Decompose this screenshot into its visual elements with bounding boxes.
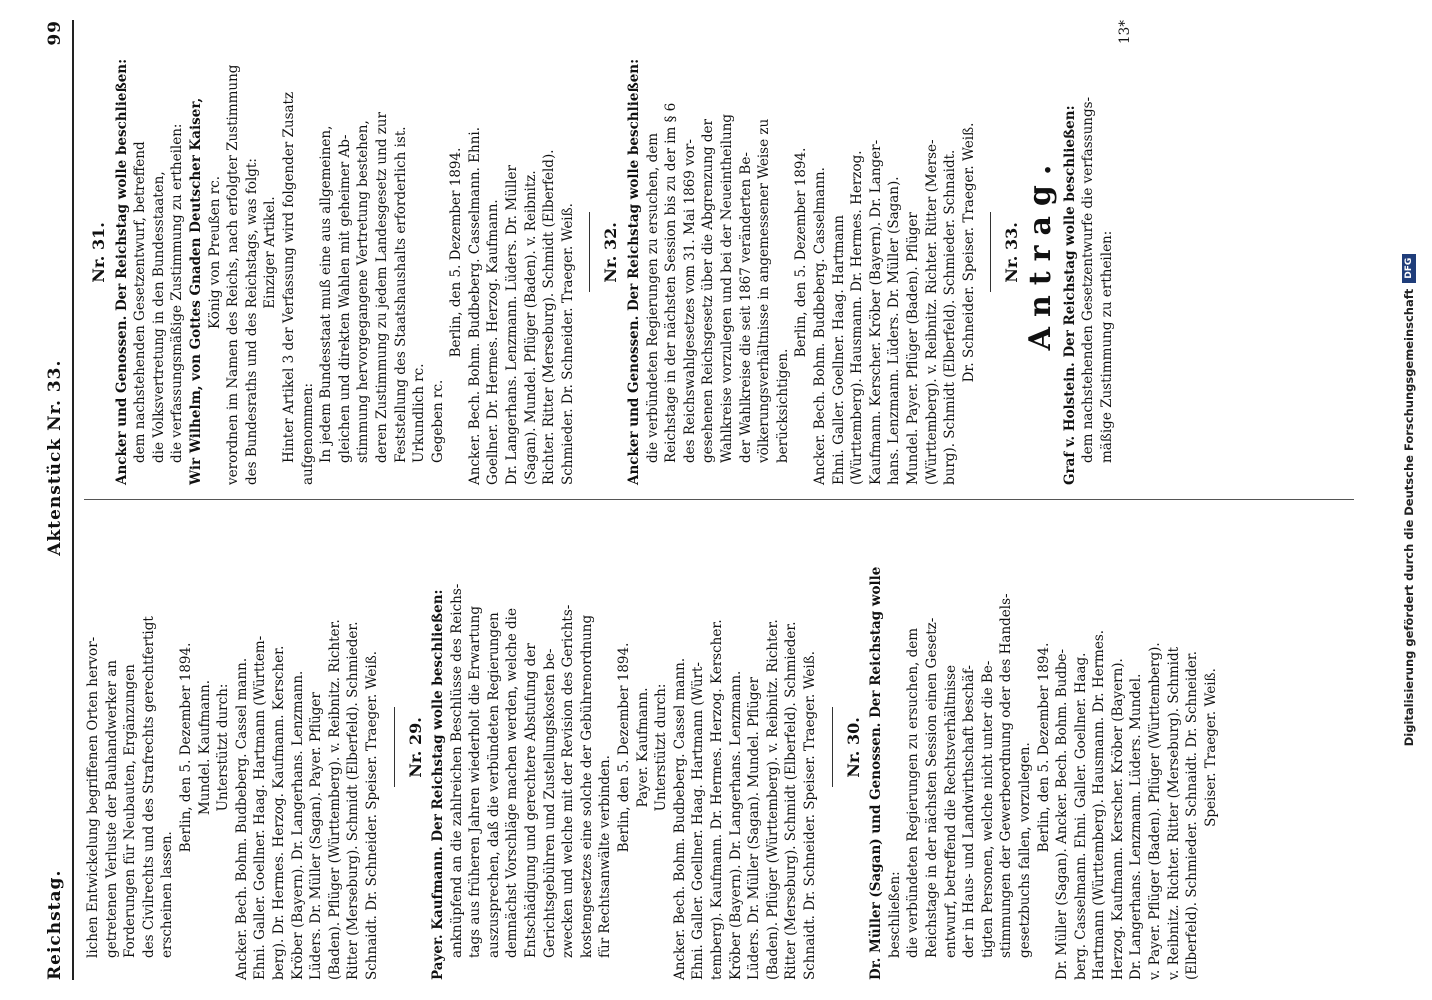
left-text-line: Dr. Müller (Sagan). Ancker. Bech. Bohm. Budbe- xyxy=(1054,648,1071,980)
left-text-line: v. Payer. Pflüger (Baden). Pflüger (Württemberg). xyxy=(1147,642,1164,980)
digitization-footer xyxy=(1395,0,1423,1000)
left-text-line: lichen Entwickelung begriffenen Orten hervor- xyxy=(85,636,101,958)
left-text-line: Entschädigung und gerechtere Abstufung der xyxy=(523,643,540,958)
header-center: Aktenstück Nr. 33. xyxy=(45,359,65,556)
left-text-line: Ritter (Merseburg). Schmidt (Elberfeld). Schmieder. xyxy=(783,621,800,980)
left-text-line: kostengesetzes eine solche der Gebührenordnung xyxy=(578,614,595,958)
right-text-line: die verfassungsmäßige Zustimmung zu ertheilen: xyxy=(169,123,186,463)
right-section-number: Nr. 32. xyxy=(601,222,621,283)
left-text-line: des Civilrechts und des Strafrechts gerechtfertigt xyxy=(140,616,157,958)
footer-text: Digitalisierung gefördert durch die Deutsche Forschungsgemeinschaft xyxy=(1402,288,1416,747)
left-text-line: Dr. Langerhans. Lenzmann. Lüders. Mundel. xyxy=(1128,673,1145,980)
left-text-line: Berlin, den 5. Dezember 1894. xyxy=(616,642,633,853)
right-text-line: Schmieder. Dr. Schneider. Traeger. Weiß. xyxy=(559,203,576,485)
page-header xyxy=(40,20,70,980)
right-text-line: Richter. Ritter (Merseburg). Schmidt (Elberfeld). xyxy=(541,149,558,485)
left-text-line: Schnaidt. Dr. Schneider. Speiser. Traeger. Weiß. xyxy=(363,650,380,980)
left-text-line: stimmungen der Gewerbeordnung oder des Handels- xyxy=(998,593,1015,958)
left-text-line: Ehni. Galler. Goellner. Haag. Hartmann (Württem- xyxy=(252,635,269,980)
right-text-line: des Reichswahlgesetzes vom 31. Mai 1869 vor- xyxy=(681,139,698,463)
left-text-line: tigten Personen, welche nicht unter die Be- xyxy=(979,660,996,958)
right-text-line: des Bundesraths und des Reichstags, was folgt: xyxy=(243,158,260,485)
left-text-line: erscheinen lassen. xyxy=(159,831,176,958)
right-text-line: Hinter Artikel 3 der Verfassung wird folgender Zusatz xyxy=(280,91,297,463)
right-text-line: Ancker und Genossen. Der Reichstag wolle beschließen: xyxy=(626,58,643,485)
left-text-line: die verbündeten Regierungen zu ersuchen, dem xyxy=(905,627,922,958)
right-column xyxy=(84,20,1364,485)
right-text-line: mäßige Zustimmung zu ertheilen: xyxy=(1098,230,1115,463)
dfg-logo: DFG xyxy=(1402,254,1416,283)
left-text-line: temberg). Kaufmann. Dr. Hermes. Herzog. Kerscher. xyxy=(709,619,725,980)
left-text-line: Kröber (Bayern). Dr. Langerhans. Lenzmann. xyxy=(727,670,744,980)
left-text-line: Payer. Kaufmann. Der Reichstag wolle beschließen: xyxy=(430,589,447,980)
right-text-line: Einziger Artikel. xyxy=(262,196,279,309)
left-text-line: gesetzbuchs fallen, vorzulegen. xyxy=(1016,742,1033,958)
left-text-line: Ehni. Galler. Goellner. Haag. Hartmann (Würt- xyxy=(690,662,707,980)
left-text-line: Speiser. Traeger. Weiß. xyxy=(1202,668,1219,827)
right-section-rule xyxy=(589,213,590,293)
right-section-rule xyxy=(990,213,991,293)
left-text-line: zwecken und welche mit der Revision des Gerichts- xyxy=(560,604,577,958)
left-text-line: Kröber (Bayern). Dr. Langerhans. Lenzmann. xyxy=(289,670,306,980)
right-text-line: Ehni. Galler. Goellner. Haag. Hartmann xyxy=(830,215,847,485)
header-rule xyxy=(72,20,74,980)
right-text-line: Goellner. Dr. Hermes. Herzog. Kaufmann. xyxy=(485,199,502,485)
left-text-line: berg. Casselmann. Ehni. Galler. Goellner. Haag. xyxy=(1072,652,1089,980)
left-text-line: Gerichtsgebühren und Zustellungskosten be- xyxy=(541,648,558,958)
left-text-line: Berlin, den 5. Dezember 1894. xyxy=(177,642,194,853)
right-text-line: stimmung hervorgegangene Vertretung bestehen, xyxy=(355,120,372,463)
right-text-line: Ancker. Bech. Bohm. Budbeberg. Casselmann. Ehni. xyxy=(466,126,483,485)
left-text-line: (Baden). Pflüger (Württemberg). v. Reibnitz. Richter. xyxy=(326,619,343,980)
right-text-line: der Wahlkreise die seit 1867 veränderten Be- xyxy=(737,152,754,463)
left-text-line: Dr. Müller (Sagan) und Genossen. Der Reichstag wolle xyxy=(868,566,885,980)
left-text-line: (Baden). Pflüger (Württemberg). v. Reibnitz. Richter. xyxy=(764,619,781,980)
left-text-line: für Rechtsanwälte verbinden. xyxy=(597,755,614,958)
right-text-line: berücksichtigen. xyxy=(774,348,791,463)
left-column xyxy=(84,515,1364,980)
right-section-number: Nr. 31. xyxy=(89,222,108,283)
left-text-line: Ritter (Merseburg). Schmidt (Elberfeld). Schmieder. xyxy=(345,621,362,980)
left-text-line: Unterstützt durch: xyxy=(653,683,670,812)
right-text-line: (Württemberg). v. Reibnitz. Richter. Ritter (Merse- xyxy=(923,139,940,485)
right-text-line: die Volksvertretung in den Bundesstaaten, xyxy=(150,171,167,463)
right-text-line: verordnen im Namen des Reichs, nach erfolgter Zustimmung xyxy=(225,64,242,485)
left-text-line: Lüders. Dr. Müller (Sagan). Mundel. Pflüger xyxy=(746,677,763,980)
left-text-line: v. Reibnitz. Richter. Ritter (Merseburg). Schmidt xyxy=(1165,646,1182,980)
right-text-line: Reichstage in der nächsten Session bis zu der im § 6 xyxy=(663,102,680,463)
left-text-line: Reichstage in der nächsten Session einen Gesetz- xyxy=(923,617,940,958)
right-text-line: Ancker und Genossen. Der Reichstag wolle beschließen: xyxy=(113,58,130,485)
document-page xyxy=(40,20,1370,980)
right-text-line: dem nachstehenden Gesetzentwurf, betreffend xyxy=(132,141,149,463)
left-text-line: anknüpfend an die zahlreichen Beschlüsse des Reichs- xyxy=(448,583,465,958)
left-section-number: Nr. 29. xyxy=(405,717,425,778)
right-text-line: (Württemberg). Hausmann. Dr. Hermes. Herzog. xyxy=(849,150,866,485)
right-text-line: Berlin, den 5. Dezember 1894. xyxy=(793,147,810,358)
right-text-line: Ancker. Bech. Bohm. Budbeberg. Casselmann. xyxy=(811,167,828,485)
left-text-line: Schnaidt. Dr. Schneider. Speiser. Traeger. Weiß. xyxy=(801,650,818,980)
right-text-line: Gegeben rc. xyxy=(429,379,446,463)
left-text-line: Lüders. Dr. Müller (Sagan). Payer. Pflüger xyxy=(308,692,325,980)
left-section-rule xyxy=(832,708,833,788)
right-text-line: dem nachstehenden Gesetzentwurfe die verfassungs- xyxy=(1080,96,1097,463)
left-text-line: demnächst Vorschläge machen werden, welche die xyxy=(504,608,521,958)
left-section-rule xyxy=(394,708,395,788)
right-text-line: In jedem Bundesstaat muß eine aus allgemeinen, xyxy=(318,125,335,463)
right-text-line: König von Preußen rc. xyxy=(206,175,223,330)
left-text-line: Ancker. Bech. Bohm. Budbeberg. Cassel mann. xyxy=(233,657,250,980)
right-text-line: Berlin, den 5. Dezember 1894. xyxy=(448,147,465,358)
right-text-line: Wahlkreise vorzulegen und bei der Neueintheilung xyxy=(719,113,735,463)
left-text-line: entwurf, betreffend die Rechtsverhältnisse xyxy=(942,664,959,958)
right-text-line: völkerungsverhältnisse in angemessener Weise zu xyxy=(756,118,773,463)
right-text-line: Urkundlich rc. xyxy=(411,363,428,463)
left-text-line: getretenen Verluste der Bauhandwerker an xyxy=(103,660,120,958)
right-text-line: burg). Schmidt (Elberfeld). Schmieder. Schnaidt. xyxy=(942,149,959,485)
left-text-line: tags aus früheren Jahren wiederholt die Erwartung xyxy=(467,605,484,958)
left-text-line: Berlin, den 5. Dezember 1894. xyxy=(1035,642,1052,853)
right-text-line: aufgenommen: xyxy=(299,382,316,485)
left-text-line: auszusprechen, daß die verbündeten Regierungen xyxy=(485,612,502,958)
page-number: 99 xyxy=(45,20,65,46)
left-text-line: Herzog. Kaufmann. Kerscher. Kröber (Bayern). xyxy=(1109,658,1126,980)
right-text-line: Graf v. Holstein. Der Reichstag wolle beschließen: xyxy=(1061,105,1078,485)
left-text-line: Ancker. Bech. Bohm. Budbeberg. Cassel mann. xyxy=(671,657,688,980)
right-text-line: hans. Lenzmann. Lüders. Dr. Müller (Sagan). xyxy=(886,176,903,485)
right-text-line: gleichen und direkten Wahlen mit geheimer Ab- xyxy=(336,134,353,463)
right-text-line: gesehenen Reichsgesetz über die Abgrenzung der xyxy=(700,119,717,463)
right-text-line: Feststellung des Staatshaushalts erforderlich ist. xyxy=(392,126,409,463)
left-text-line: berg). Dr. Hermes. Herzog. Kaufmann. Kerscher. xyxy=(270,645,287,980)
left-text-line: Hartmann (Württemberg). Hausmann. Dr. Hermes. xyxy=(1091,629,1108,980)
right-text-line: Mundel. Payer. Pflüger (Baden). Pflüger xyxy=(904,212,921,485)
right-text-line: Dr. Schneider. Speiser. Traeger. Weiß. xyxy=(960,122,977,383)
right-text-line: Dr. Langerhans. Lenzmann. Lüders. Dr. Müller xyxy=(504,165,521,485)
left-text-line: Forderungen für Neubauten, Ergänzungen xyxy=(122,664,139,958)
right-text-line: Wir Wilhelm, von Gottes Gnaden Deutscher Kaiser, xyxy=(187,97,204,485)
right-text-line: die verbündeten Regierungen zu ersuchen, dem xyxy=(644,132,661,463)
header-left: Reichstag. xyxy=(45,869,65,980)
right-section-number: Nr. 33. xyxy=(1002,222,1022,283)
left-section-number: Nr. 30. xyxy=(843,717,863,778)
left-text-line: Mundel. Kaufmann. xyxy=(196,679,213,816)
right-heading: Antrag. xyxy=(1022,154,1058,351)
left-text-line: (Elberfeld). Schmieder. Schnaidt. Dr. Schneider. xyxy=(1184,650,1201,980)
left-text-line: Unterstützt durch: xyxy=(215,683,232,812)
right-text-line: 13* xyxy=(1117,20,1134,44)
left-text-line: beschließen: xyxy=(886,871,903,958)
right-text-line: (Sagan). Mundel. Pflüger (Baden). v. Reibnitz. xyxy=(522,170,539,485)
right-text-line: deren Zustimmung zu jedem Landesgesetz und zur xyxy=(373,112,390,463)
left-text-line: Payer. Kaufmann. xyxy=(634,687,651,808)
column-separator xyxy=(84,499,1354,500)
left-text-line: der in Haus- und Landwirthschaft beschäf- xyxy=(961,665,978,958)
right-text-line: Kaufmann. Kerscher. Kröber (Bayern). Dr. Langer- xyxy=(867,139,884,485)
